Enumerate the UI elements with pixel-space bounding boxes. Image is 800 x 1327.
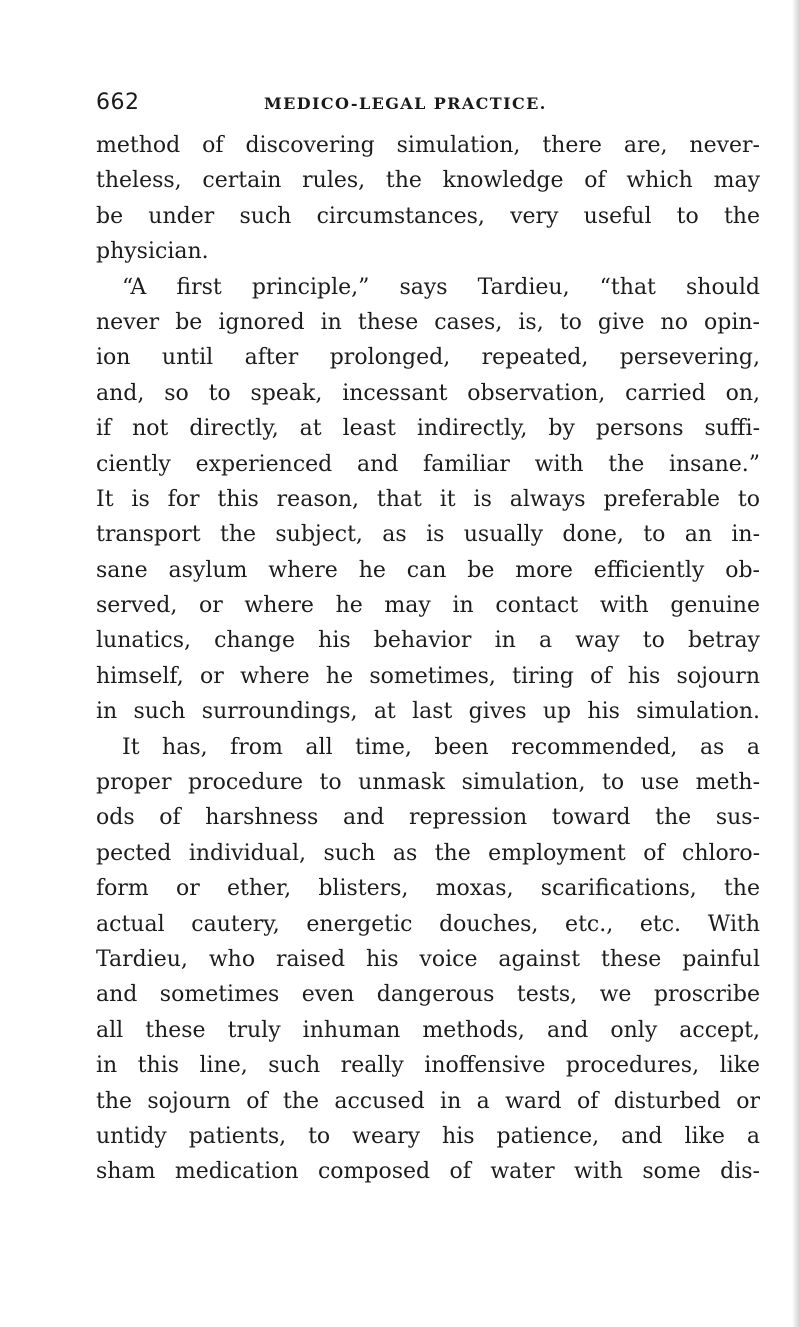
page-number: 662: [96, 90, 140, 115]
text-line: physician.: [96, 239, 209, 265]
text-line: untidy patients, to weary his patience, and like a: [96, 1123, 760, 1149]
text-line: ciently experienced and familiar with the insane.”: [96, 451, 760, 477]
text-line: lunatics, change his behavior in a way to betray: [96, 628, 760, 654]
text-line: ods of harshness and repression toward the sus-: [96, 805, 760, 831]
text-line: in this line, such really inoffensive procedures, like: [96, 1053, 760, 1079]
text-line: sane asylum where he can be more efficiently ob-: [96, 557, 760, 583]
text-line: served, or where he may in contact with genuine: [96, 593, 760, 619]
text-line: if not directly, at least indirectly, by persons suffi-: [96, 416, 760, 442]
text-line: sham medication composed of water with some dis-: [96, 1159, 760, 1185]
text-line: Tardieu, who raised his voice against these painful: [96, 946, 760, 972]
text-line: himself, or where he sometimes, tiring of his sojourn: [96, 663, 760, 689]
text-line: ion until after prolonged, repeated, persevering,: [96, 345, 760, 371]
text-line: transport the subject, as is usually done, to an in-: [96, 522, 760, 548]
text-line: form or ether, blisters, moxas, scarifications, the: [96, 876, 760, 902]
page-edge-shadow: [792, 0, 800, 1327]
text-line: theless, certain rules, the knowledge of which may: [96, 168, 760, 194]
text-line: the sojourn of the accused in a ward of disturbed or: [96, 1088, 760, 1114]
text-line: never be ignored in these cases, is, to give no opin-: [96, 309, 760, 335]
text-line: actual cautery, energetic douches, etc., etc. With: [96, 911, 760, 937]
body-text: [96, 128, 760, 1190]
text-line: It has, from all time, been recommended, as a: [122, 734, 760, 760]
text-line: proper procedure to unmask simulation, to use meth-: [96, 770, 760, 796]
text-line: “A first principle,” says Tardieu, “that should: [122, 274, 760, 300]
text-line: all these truly inhuman methods, and only accept,: [96, 1017, 760, 1043]
text-line: in such surroundings, at last gives up his simulation.: [96, 699, 760, 725]
text-line: and, so to speak, incessant observation, carried on,: [96, 380, 760, 406]
text-line: and sometimes even dangerous tests, we proscribe: [96, 982, 760, 1008]
text-line: method of discovering simulation, there are, never-: [96, 133, 760, 158]
text-line: pected individual, such as the employment of chloro-: [96, 840, 760, 866]
text-line: It is for this reason, that it is always preferable to: [96, 486, 760, 512]
running-head: [96, 88, 736, 118]
text-line: be under such circumstances, very useful to the: [96, 203, 760, 229]
running-title: MEDICO-LEGAL PRACTICE.: [264, 94, 547, 113]
